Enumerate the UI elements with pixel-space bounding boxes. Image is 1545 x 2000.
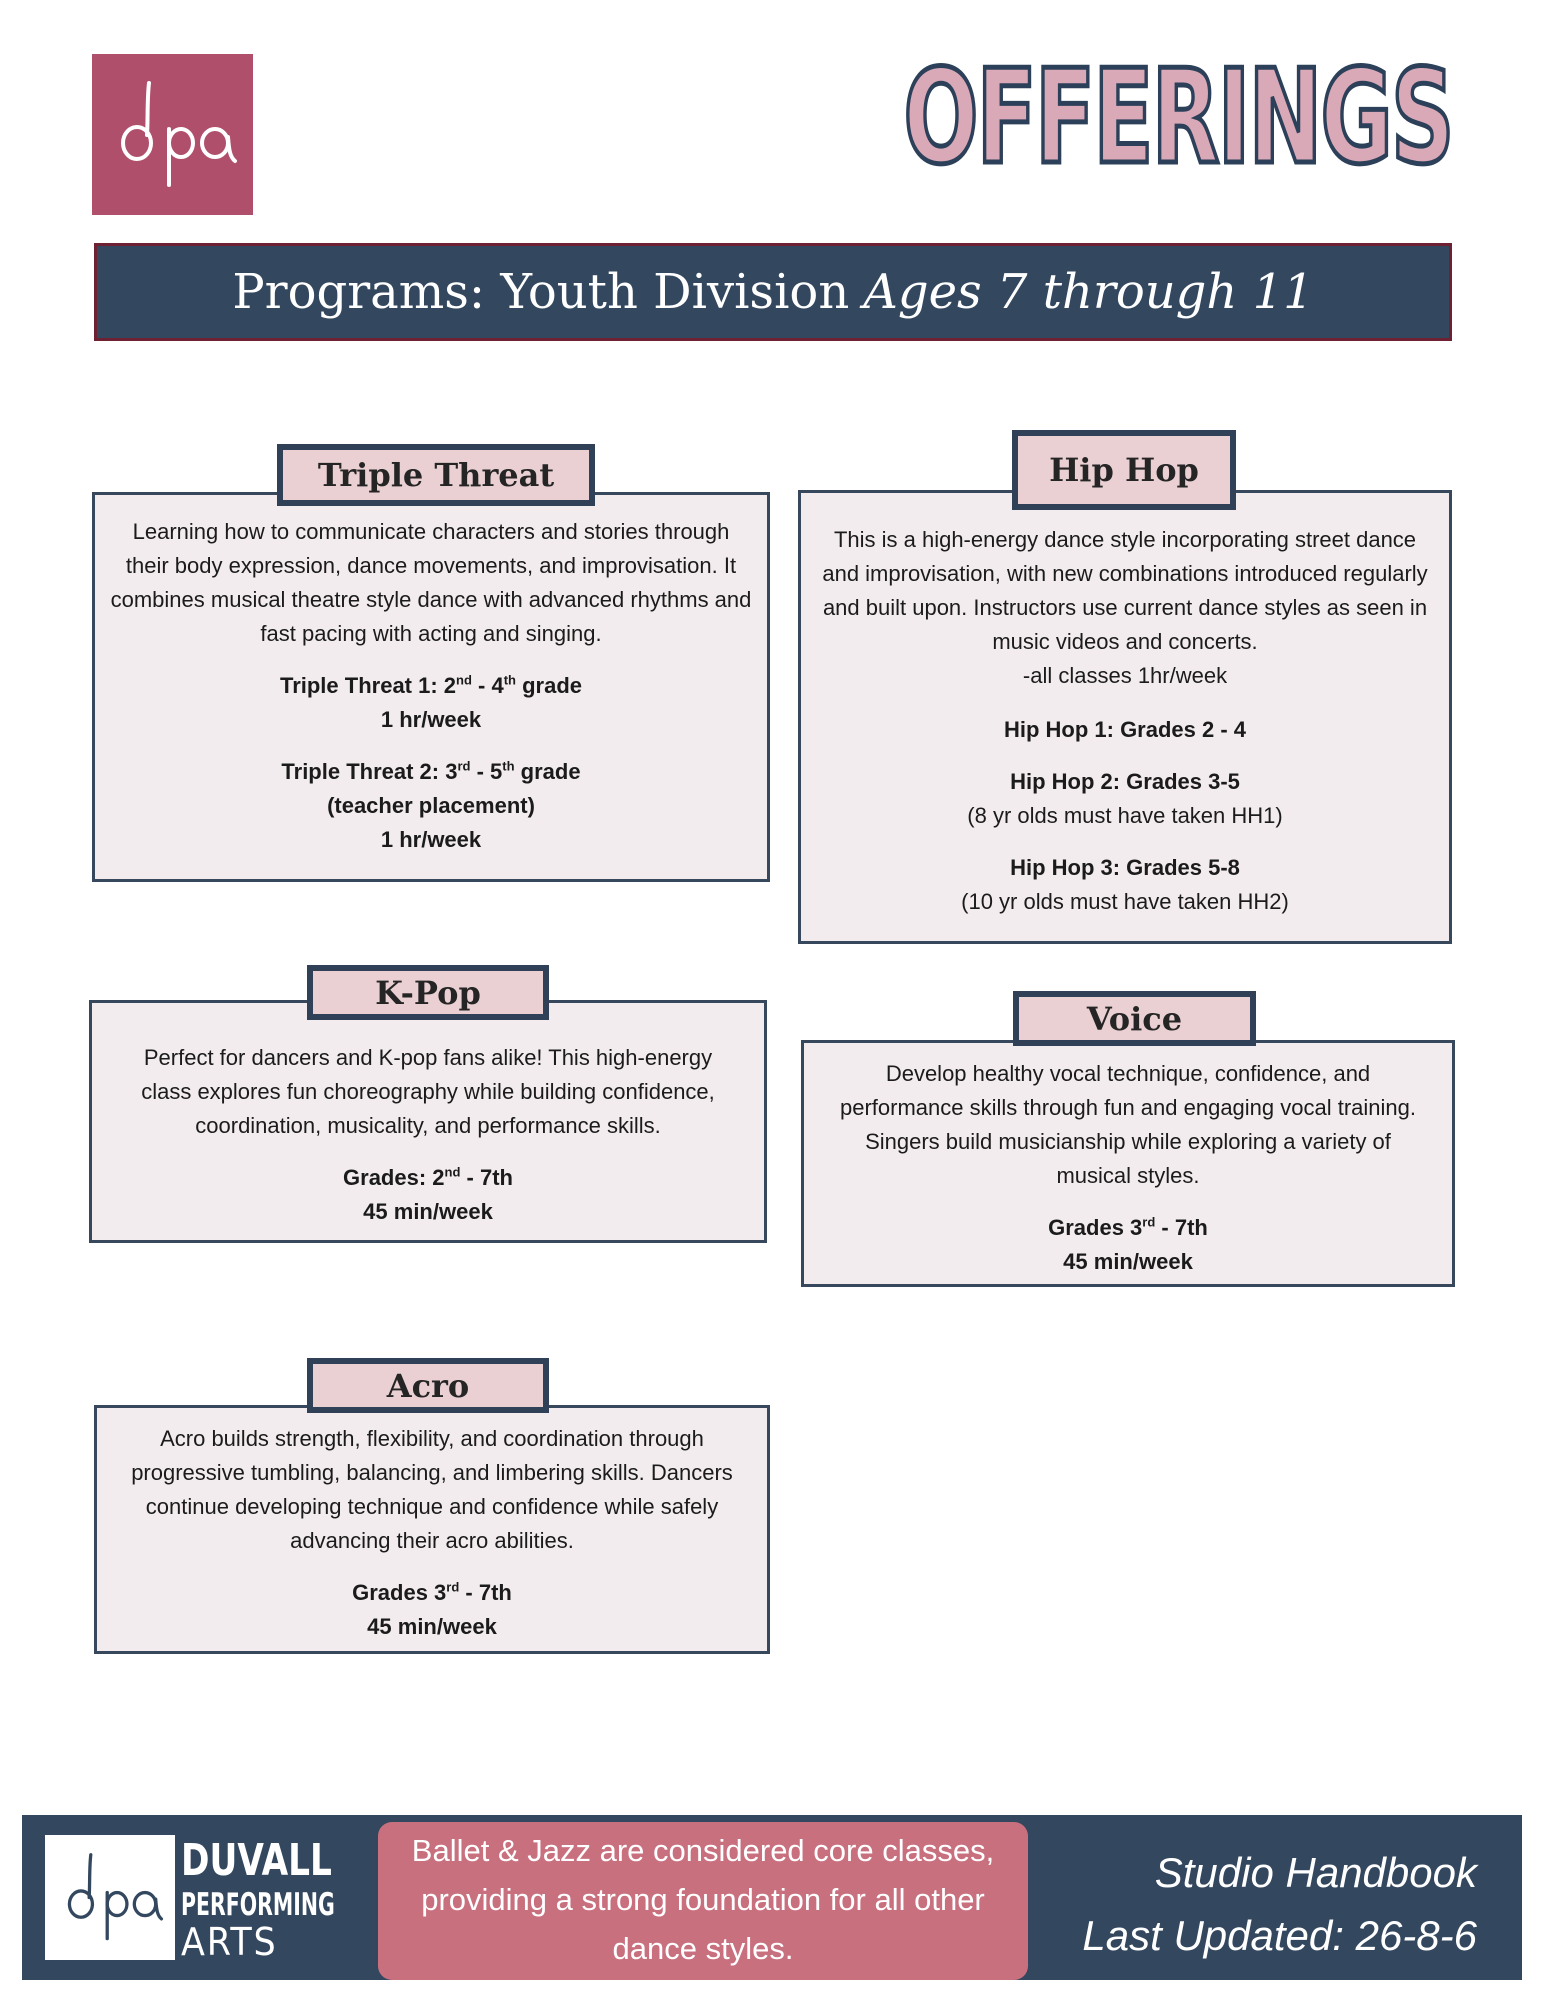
- kpop-card: [89, 1000, 767, 1243]
- brand-line-2: PERFORMING: [181, 1887, 335, 1923]
- acro-card: [94, 1405, 770, 1654]
- acro-desc: Acro builds strength, flexibility, and coordination through progressive tumbling, balancing, and limbering skills. Dancers continue developing technique and confidence while safely advancing their acro abilities.: [131, 1426, 733, 1553]
- banner-main: Programs: Youth Division: [232, 264, 850, 320]
- triple-threat-card: [92, 492, 770, 882]
- handbook-info: [1082, 1841, 1477, 1967]
- hip-hop-note: -all classes 1hr/week: [1022, 663, 1228, 688]
- page-title: OFFERINGS: [903, 41, 1453, 193]
- acro-grades: Grades 3rd - 7th 45 min/week: [352, 1579, 512, 1639]
- kpop-desc: Perfect for dancers and K-pop fans alike! This high-energy class explores fun choreography while building confidence, coordination, musicality, and performance skills.: [141, 1045, 715, 1138]
- triple-threat-2: Triple Threat 2: 3rd - 5th grade (teacher placement) 1 hr/week: [281, 758, 581, 852]
- hip-hop-tab: Hip Hop: [1012, 430, 1236, 510]
- acro-tab: Acro: [307, 1358, 549, 1413]
- hip-hop-2: Hip Hop 2: Grades 3-5 (8 yr olds must have taken HH1): [967, 769, 1283, 828]
- brand-line-1: DUVALL: [181, 1835, 332, 1886]
- kpop-grades: Grades: 2nd - 7th 45 min/week: [343, 1164, 513, 1224]
- footer-bar: [22, 1815, 1522, 1980]
- triple-threat-desc: Learning how to communicate characters and stories through their body expression, dance movements, and improvisation. It combines musical theatre style dance with advanced rhythms and fast pacing with acting and singing.: [110, 519, 752, 646]
- last-updated: Last Updated: 26-8-6: [1082, 1912, 1477, 1959]
- brand-wordmark: [175, 1835, 335, 1964]
- hip-hop-card: [798, 490, 1452, 944]
- kpop-tab: K-Pop: [307, 965, 549, 1020]
- triple-threat-1: Triple Threat 1: 2nd - 4th grade 1 hr/week: [279, 672, 583, 732]
- hip-hop-1: Hip Hop 1: Grades 2 - 4: [1003, 717, 1247, 742]
- voice-tab: Voice: [1013, 991, 1256, 1046]
- brand-line-3: ARTS: [181, 1920, 278, 1964]
- program-banner: [94, 243, 1452, 341]
- hip-hop-3: Hip Hop 3: Grades 5-8 (10 yr olds must have taken HH2): [961, 855, 1289, 914]
- dpa-logo-icon: [103, 65, 243, 205]
- hip-hop-desc: This is a high-energy dance style incorporating street dance and improvisation, with new combinations introduced regularly and built upon. Instructors use current dance styles as seen in music videos and concerts.: [822, 527, 1428, 654]
- banner-ages: Ages 7 through 11: [863, 264, 1314, 320]
- dpa-logo: [92, 54, 253, 215]
- voice-grades: Grades 3rd - 7th 45 min/week: [1048, 1214, 1208, 1274]
- handbook-title: Studio Handbook: [1154, 1849, 1477, 1896]
- footer-logo: [45, 1835, 175, 1960]
- core-classes-note: Ballet & Jazz are considered core classes, providing a strong foundation for all other dance styles.: [378, 1822, 1028, 1980]
- voice-card: [801, 1040, 1455, 1287]
- voice-desc: Develop healthy vocal technique, confidence, and performance skills through fun and engaging vocal training. Singers build musicianship while exploring a variety of musical styles.: [839, 1061, 1417, 1188]
- triple-threat-tab: Triple Threat: [277, 444, 595, 506]
- dpa-footer-logo-icon: [53, 1840, 168, 1955]
